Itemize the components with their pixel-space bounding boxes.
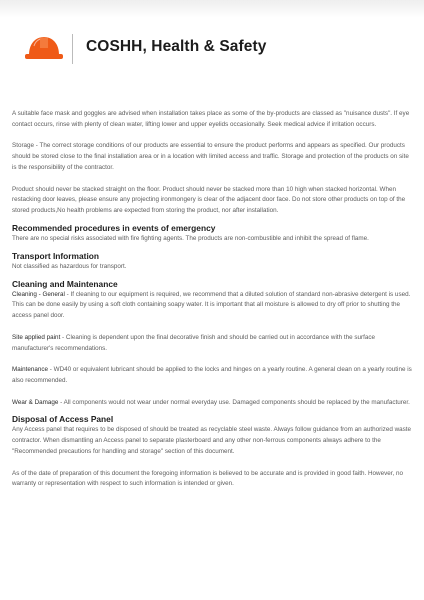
text-cleaning-general: - If cleaning to our equipment is required, we recommend that a diluted solution of standard non-abrasive detergent is used. This can be done easily by using a soft cloth containing soapy water. It is important that all moisture is allowed to dry off prior to shutting the access panel door. bbox=[12, 290, 411, 320]
page-title: COSHH, Health & Safety bbox=[86, 38, 267, 55]
paragraph-wear bbox=[12, 398, 412, 409]
paragraph-ppe: A suitable face mask and goggles are advised when installation takes place as some of the by-products are classed as "nuisance dusts". If eye contact occurs, rinse with plenty of clean water, lifting lower and upper eyelids occasionally. Seek medical advice if irritation occurs. bbox=[12, 110, 410, 128]
heading-disposal: Disposal of Access Panel bbox=[12, 414, 114, 425]
header-divider bbox=[72, 34, 73, 64]
heading-emergency: Recommended procedures in events of emergency bbox=[12, 222, 216, 233]
paragraph-emergency: There are no special risks associated with fire fighting agents. The products are non-combustible and inhibit the spread of flame. bbox=[12, 234, 369, 242]
text-wear: - All components would not wear under normal everyday use. Damaged components should be replaced by the manufacturer. bbox=[58, 398, 410, 406]
label-wear: Wear & Damage bbox=[12, 398, 59, 406]
text-site-paint: - Cleaning is dependent upon the final decorative finish and should be carried out in accordance with the surface manufacturer's recommendations. bbox=[12, 333, 376, 352]
paragraph-transport: Not classified as hazardous for transport. bbox=[12, 262, 127, 270]
paragraph-site-paint bbox=[12, 333, 412, 355]
hard-hat-icon bbox=[25, 34, 63, 62]
text-maintenance: - WD40 or equivalent lubricant should be applied to the locks and hinges on a yearly routine. A general clean on a yearly routine is also recommended. bbox=[12, 366, 412, 384]
paragraph-disposal: Any Access panel that requires to be disposed of should be treated as recyclable steel waste. Always follow guidance from an authorized waste contractor. When dismantling an Access panel to separate plasterboard and any other non-ferrous components always adhere to the "Recommended precautions for handling and storage" section of this document. bbox=[12, 426, 412, 455]
label-maintenance: Maintenance bbox=[12, 366, 49, 374]
label-cleaning-general: Cleaning - General bbox=[12, 290, 65, 298]
paragraph-cleaning-general bbox=[12, 290, 412, 322]
document-header bbox=[0, 26, 424, 74]
heading-transport: Transport Information bbox=[12, 250, 100, 261]
paragraph-storage: Storage - The correct storage conditions of our products are essential to ensure the product performs and appears as specified. Our products should be stored close to the final installation area or in a location with limited access and traffic. Storage and protection of the products on site is the responsibility of the contractor. bbox=[12, 142, 409, 171]
document-body bbox=[12, 109, 412, 490]
paragraph-disclaimer: As of the date of preparation of this document the foregoing information is believed to be accurate and is provided in good faith. However, no warranty or representation with respect to such information is intended or given. bbox=[12, 469, 404, 488]
top-strip bbox=[0, 0, 424, 18]
heading-cleaning: Cleaning and Maintenance bbox=[12, 278, 118, 289]
paragraph-stacking: Product should never be stacked straight on the floor. Product should never be stacked more than 10 high when stacked horizontal. When restacking door leaves, please ensure any projecting ironmongery is clear of the adjacent door face. Do not store other products on top of the stored products,No health problems are expected from storing the product, nor after installation. bbox=[12, 185, 406, 215]
paragraph-maintenance bbox=[12, 365, 412, 387]
label-site-paint: Site applied paint bbox=[12, 333, 61, 341]
